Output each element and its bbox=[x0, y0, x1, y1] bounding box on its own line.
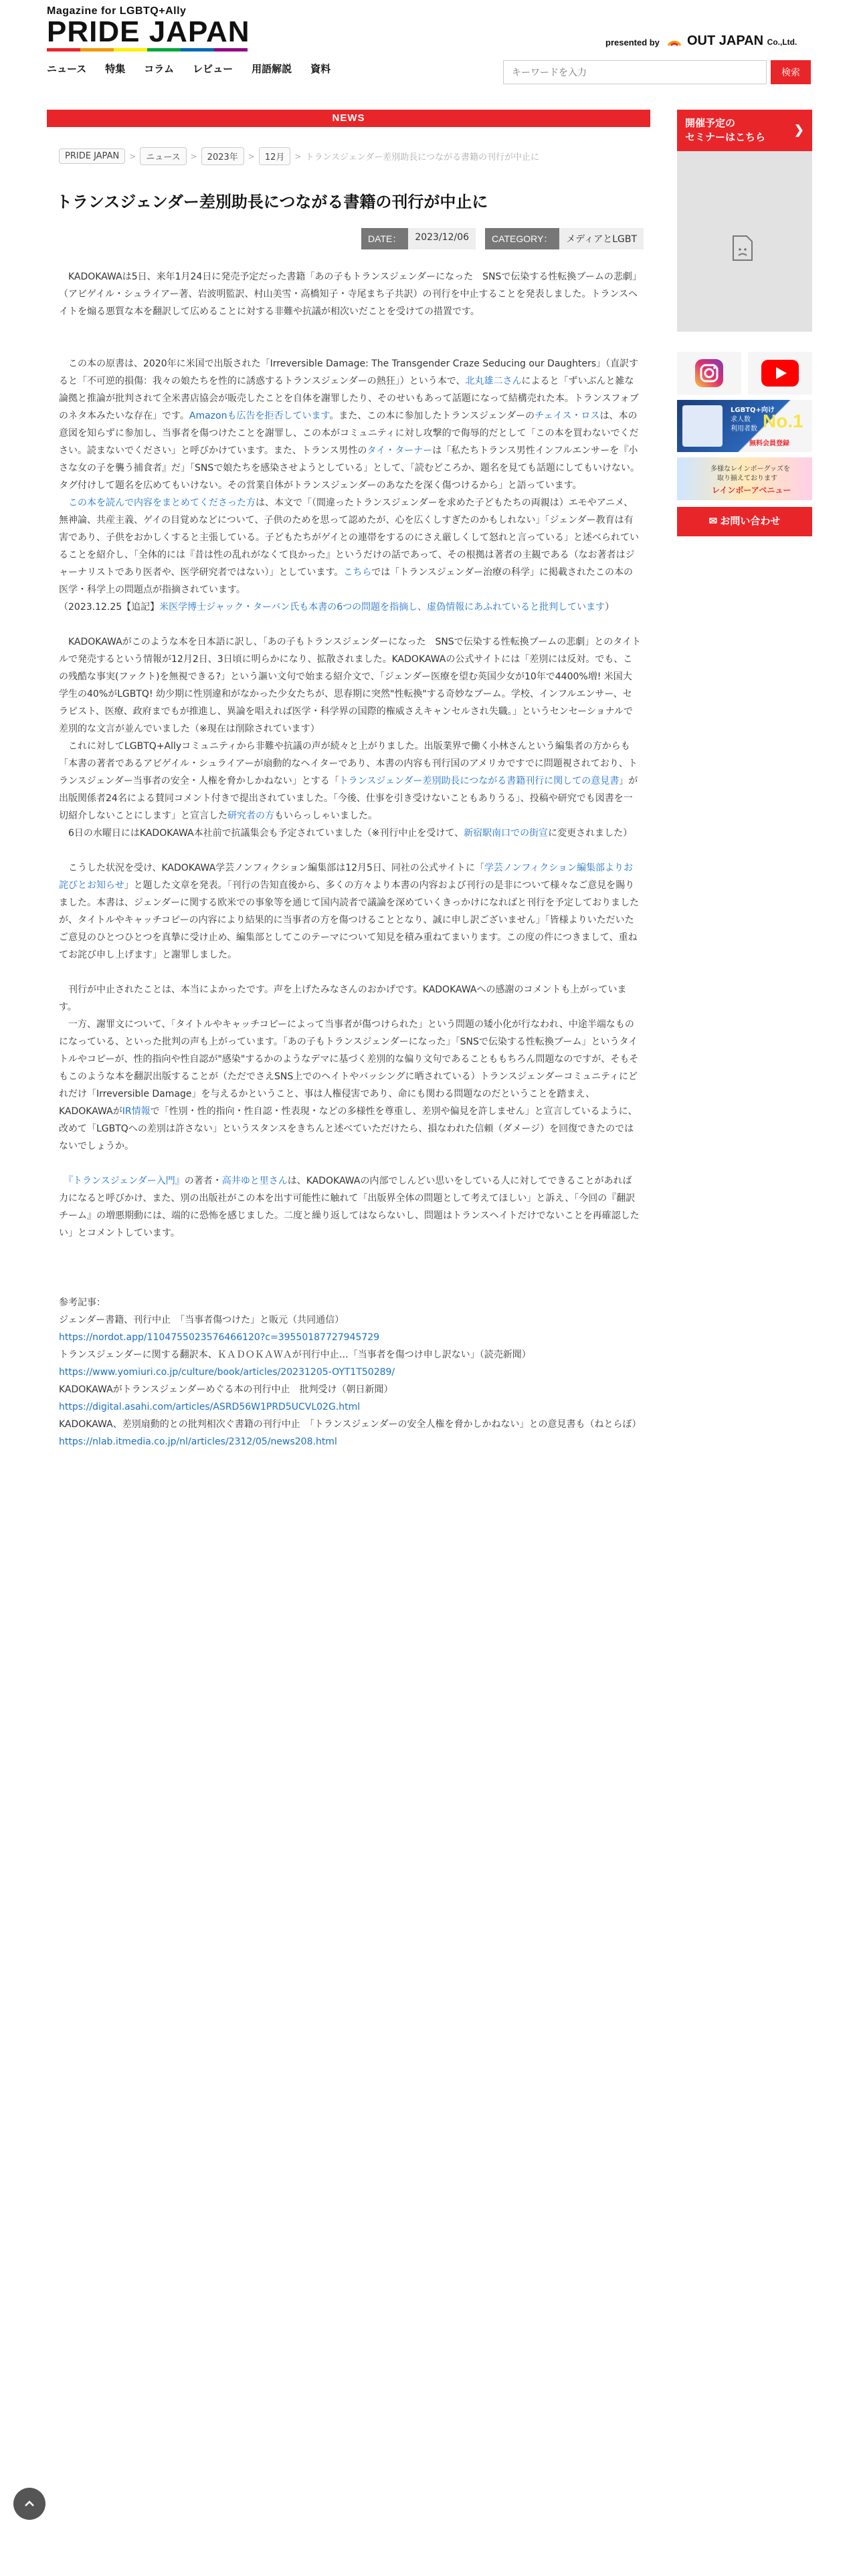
p6-text-b: 」が出版関係者24名による賛同コメント付きで提出されていました。「今後、仕事を引き受けないこともありうる」、投稿や研究でも図書を一切紹介しないことにします」と宣言した bbox=[59, 776, 638, 821]
nav-documents[interactable]: 資料 bbox=[310, 64, 331, 75]
partner-suffix: Co.,Ltd. bbox=[767, 37, 797, 47]
link-summary[interactable]: この本を読んで内容をまとめてくださった方 bbox=[68, 498, 256, 508]
p2-text-d: は、本の意図を知らずに参加し、当事者を傷つけたことを謝罪し、この本がコミュニティに対し攻撃的で侮辱的だとして「この本を買わないでください。読まないでください」と呼びかけています。また、トランス男性の bbox=[59, 411, 639, 456]
social-links bbox=[677, 352, 812, 395]
reference-link[interactable]: https://nlab.itmedia.co.jp/nl/articles/2312/05/news208.html bbox=[59, 1436, 337, 1447]
p4-suffix: ） bbox=[605, 602, 615, 613]
goods-banner-line-1: 多様なレインボーグッズを bbox=[710, 465, 790, 473]
rainbow-goods-banner[interactable] bbox=[677, 457, 812, 500]
site-logo[interactable] bbox=[47, 5, 250, 51]
paragraph-11 bbox=[59, 1172, 641, 1242]
chevron-right-icon: ❯ bbox=[793, 123, 804, 136]
nav-column[interactable]: コラム bbox=[144, 64, 175, 75]
p6-text-c: もいらっしゃいました。 bbox=[274, 811, 377, 821]
youtube-link[interactable] bbox=[748, 352, 812, 395]
p11-text-b: は、KADOKAWAの内部でしんどい思いをしている人に対してできることがあれば力になると呼びかけ、また、別の出版社がこの本を出す可能性に触れて「出版界全体の問題として考えてほしい」と訴え、「今回の『翻訳チーム』の増悪期動には、端的に恐怖を感じました。二度と繰り返してはならないし、問題はトランスヘイトだけでないことを再確認したい」とコメントしています。 bbox=[59, 1176, 640, 1239]
partner-name: OUT JAPAN bbox=[687, 33, 764, 48]
reference-title: KADOKAWA、差別扇動的との批判相次ぐ書籍の刊行中止 「トランスジェンダーの安全人権を脅かしかねない」との意見書も（ねとらぼ） bbox=[59, 1419, 642, 1430]
link-researcher[interactable]: 研究者の方 bbox=[227, 811, 274, 821]
breadcrumb-year[interactable]: 2023年 bbox=[201, 147, 244, 165]
breadcrumb-month[interactable]: 12月 bbox=[259, 147, 291, 165]
breadcrumb-separator-icon: > bbox=[129, 151, 136, 161]
link-chase-ross[interactable]: チェイス・ロス bbox=[535, 411, 600, 421]
sidebar bbox=[677, 110, 812, 536]
breadcrumb-news[interactable]: ニュース bbox=[140, 147, 186, 165]
youtube-icon bbox=[761, 360, 799, 387]
p2-text-c: 。また、この本に参加したトランスジェンダーの bbox=[329, 411, 535, 421]
paragraph-2 bbox=[59, 355, 641, 494]
date-value: 2023/12/06 bbox=[408, 228, 476, 249]
job-banner-sub: 利用者数 bbox=[731, 425, 757, 433]
job-banner-cta: 無料会員登録 bbox=[749, 440, 789, 447]
seminar-line-2: セミナーはこちら bbox=[685, 132, 766, 143]
broken-image-icon bbox=[731, 235, 755, 261]
search-input[interactable] bbox=[503, 60, 767, 84]
date-badge bbox=[361, 228, 476, 249]
p3-text-b: では「トランスジェンダー治療の科学」に掲載されたこの本の医学・科学上の問題点が指摘されています。 bbox=[59, 567, 633, 595]
mail-icon: ✉ bbox=[708, 516, 718, 527]
link-amazon-ad[interactable]: Amazonも広告を拒否しています bbox=[189, 411, 330, 421]
link-ir-info[interactable]: IR情報 bbox=[122, 1106, 151, 1117]
nav-glossary[interactable]: 用語解説 bbox=[252, 64, 292, 75]
p8-text-b: 」と題した文章を発表。「刊行の告知直後から、多くの方々より本書の内容および刊行の是非について様々なご意見を賜りました。本書は、ジェンダーに関する欧米での事象等を通じて国内読者で議論を深めていくきっかけになればと刊行を予定しておりましたが、タイトルやキャッチコピーの内容により結果的に当事者の方を傷つけることとなり、誠に申し訳ございません」「皆様よりいただいたご意見のひとつひとつを真摯に受け止め、編集部としてこのテーマについて知見を積み重ねてまいります。この度の件につきまして、重ねてお詫び申し上げます」と謝罪しました。 bbox=[59, 880, 640, 960]
paragraph-3 bbox=[59, 494, 641, 599]
main-nav bbox=[47, 62, 330, 76]
instagram-icon bbox=[694, 358, 725, 389]
reference-title: トランスジェンダーに関する翻訳本、ＫＡＤＯＫＡＷＡが刊行中止…「当事者を傷つけ申し訳ない」（読売新聞） bbox=[59, 1350, 531, 1360]
breadcrumb-separator-icon: > bbox=[248, 151, 255, 161]
p6-text-a: これに対してLGBTQ+Allyコミュニティから非難や抗議の声が続々と上がりました。出版業界で働く小林さんという編集者の方からも「本書の著者であるアビゲイル・シュライアーが扇動的なヘイターであり、本書の内容も刊行国のアメリカですでに問題視されており、トランスジェンダー当事者の安全・人権を脅かしかねない」とする「 bbox=[59, 741, 638, 786]
reference-title: KADOKAWAがトランスジェンダーめぐる本の刊行中止 批判受け（朝日新聞） bbox=[59, 1384, 393, 1395]
nav-features[interactable]: 特集 bbox=[105, 64, 126, 75]
page-title: トランスジェンダー差別助長につながる書籍の刊行が中止に bbox=[56, 193, 488, 211]
p3-text-a: は、本文で「（間違ったトランスジェンダーを求めた子どもたちの両親は）エモやアニメ、無神論、共産主義、ゲイの目覚めなどについて、子供のためを思って認めたが、心を広くしすぎたのかもしれない」「ジェンダー教育は有害であり、子供をおかしくすると主張している。子どもたちがゲイとの連帯をするのにさえ厳しくして怒れと言っている」と述べられていることを紹介し、「全体的には『昔は性の乱れがなくて良かった』というだけの話であって、その根拠は著者の主観である（なお著者はジャーナリストであり医者や、医学研究者ではない）」としています。 bbox=[59, 498, 640, 578]
p2-text-b: によると「ずいぶんと雑な論拠と推論が批判されて全米書店協会が販売したことを自体を謝罪したり、そのせいもあって話題になって結構売れた本。トランスフォブのネタ本みたいな存在」です。 bbox=[59, 376, 639, 421]
link-turban[interactable]: 米医学博士ジャック・ターバン氏も本書の6つの問題を指摘し、虚偽情報にあふれていると批判しています bbox=[159, 602, 605, 613]
breadcrumb-current: トランスジェンダー差別助長につながる書籍の刊行が中止に bbox=[305, 152, 540, 163]
date-label: DATE： bbox=[361, 228, 408, 249]
main-content bbox=[47, 110, 650, 1451]
reference-link[interactable]: https://www.yomiuri.co.jp/culture/book/articles/20231205-OYT1T50289/ bbox=[59, 1367, 395, 1378]
category-label: CATEGORY： bbox=[485, 228, 559, 249]
reference-link[interactable]: https://digital.asahi.com/articles/ASRD56W1PRD5UCVL02G.html bbox=[59, 1402, 361, 1412]
site-header bbox=[0, 0, 859, 94]
partner-logo[interactable] bbox=[666, 32, 797, 49]
paragraph-1-text: KADOKAWAは5日、来年1月24日に発売予定だった書籍「あの子もトランスジェンダーになった SNSで伝染する性転換ブームの悲劇」（アビゲイル・シュライアー著、岩波明監訳、村山美雪・高橋知子・寺尾まち子共訳）の刊行を中止することを発表しました。トランスヘイトを煽る悪質な本を翻訳して広めることに対する非難や抗議が相次いだことを受けての措置です。 bbox=[59, 272, 638, 317]
breadcrumb-separator-icon: > bbox=[294, 151, 302, 161]
job-banner-top: LGBTQ+向け bbox=[731, 407, 775, 414]
scroll-top-button[interactable] bbox=[13, 2488, 45, 2520]
job-banner-photo bbox=[682, 405, 723, 447]
reference-link[interactable]: https://nordot.app/1104755023576466120?c=39550187727945729 bbox=[59, 1332, 380, 1343]
job-banner-mid: 求人数 bbox=[731, 416, 751, 423]
paragraph-8 bbox=[59, 859, 641, 964]
p2-text-a: この本の原書は、2020年に米国で出版された「Irreversible Damage: The Transgender Craze Seducing our Daughters」（直訳すると「不可逆的損傷：我々の娘たちを性的に誘惑するトランスジェンダーの熱狂」）という本で、 bbox=[59, 358, 639, 387]
breadcrumb-separator-icon: > bbox=[190, 151, 197, 161]
job-banner[interactable] bbox=[677, 400, 812, 452]
p9-text: 刊行が中止されたことは、本当によかったです。声を上げたみなさんのおかげです。KADOKAWAへの感謝のコメントも上がっています。 bbox=[59, 984, 627, 1012]
link-kitamaru[interactable]: 北丸雄二さん bbox=[465, 376, 522, 387]
contact-label: お問い合わせ bbox=[720, 516, 781, 527]
p10-text-a: 一方、謝罪文について、「タイトルやキャッチコピーによって当事者が傷つけられた」という問題の矮小化が行なわれ、中途半端なものになっている、といった批判の声も上がっています。「あの子もトランスジェンダーになった」「SNSで伝染する性転換ブーム」というタイトルやコピーが、性的指向や性自認が"感染"するかのようなデマに基づく差別的な偏り文句であることももちろん問題なのですが、そもそもこのような本を翻訳出版することが（ただでさえSNS上でのヘイトやバッシングに晒されている）トランスジェンダーコミュニティにどれだけ「Irreversible Damage」を与えるかということ、事は人権侵害であり、命にも関わる問題なのだということを踏まえ、KADOKAWAが bbox=[59, 1019, 639, 1117]
p7-text-a: 6日の水曜日にはKADOKAWA本社前で抗議集会も予定されていました（※刊行中止を受けて、 bbox=[68, 828, 464, 839]
contact-button[interactable] bbox=[677, 507, 812, 536]
paragraph-6 bbox=[59, 738, 641, 825]
article-body bbox=[59, 268, 641, 1451]
p7-text-b: に変更されました） bbox=[548, 828, 633, 839]
logo-tagline: Magazine for LGBTQ+Ally bbox=[47, 5, 187, 17]
breadcrumb bbox=[59, 147, 650, 165]
link-ty-turner[interactable]: タイ・ターナー bbox=[367, 445, 433, 456]
p4-prefix: （2023.12.25【追記】 bbox=[59, 602, 160, 613]
p8-text-a: こうした状況を受け、KADOKAWA学芸ノンフィクション編集部は12月5日、同社の公式サイトに「 bbox=[68, 863, 484, 873]
nav-review[interactable]: レビュー bbox=[193, 64, 233, 75]
link-opinion-letter[interactable]: トランスジェンダー差別助長につながる書籍刊行に関しての意見書 bbox=[339, 776, 619, 786]
search-button[interactable]: 検索 bbox=[771, 60, 811, 84]
section-label: NEWS bbox=[47, 110, 650, 127]
chevron-up-icon bbox=[23, 2497, 36, 2510]
paragraph-4 bbox=[59, 599, 641, 616]
p5-text: KADOKAWAがこのような本を日本語に訳し、「あの子もトランスジェンダーになった SNSで伝染する性転換ブームの悲劇」とのタイトルで発売するという情報が12月2日、3日頃に明らかになり、拡散されました。KADOKAWAの公式サイトには「差別には反対。でも、この残酷な事実(ファクト)を無視できる?」という謳い文句で始まる紹介文で、「ジェンダー医療を望む英国少女が10年で4400%増! 米国大学生の40%がLGBTQ! 幼少期に性別違和がなかった少女たちが、思春期に突然"性転換"する奇妙なブーム。学校、インフルエンサー、セラピスト、医療、政府までもが推進し、異論を唱えれば医学・科学界の国際的権威さえキャンセルされ失職。」というセンセーショナルで差別的な文言が並んでいました（※現在は削除されています） bbox=[59, 637, 641, 734]
presented-by-label: presented by bbox=[605, 37, 660, 47]
p10-text-b: で「性別・性的指向・性自認・性表現・などの多様性を尊重し、差別や偏見を許しません」と宣言しているように、改めて「LGBTQへの差別は許さない」というスタンスをきちんと述べていただけたら、損なわれた信頼（ダメージ）を回復できたのではないでしょうか。 bbox=[59, 1106, 638, 1152]
category-value[interactable]: メディアとLGBT bbox=[559, 228, 644, 249]
goods-banner-brand: レインボーアベニュー bbox=[712, 486, 791, 495]
references-list bbox=[59, 1311, 641, 1451]
p2-text-e: は「私たちトランス男性インフルエンサーを『小さな女の子を襲う捕食者』だ」「SNSで娘たちを感染させようとしている」として、「読むどころか、題名を見ても話題にしてもいけない。タグ付けして題名を広めてもいけない。その営業自体がトランスジェンダーのあなたを深く傷つけるから」と語っています。 bbox=[59, 445, 640, 491]
link-apology[interactable]: 学芸ノンフィクション編集部よりお詫びとお知らせ bbox=[59, 863, 633, 891]
job-banner-no1: No.1 bbox=[763, 411, 803, 431]
p11-text-a: の著者・ bbox=[184, 1176, 222, 1186]
ad-banner-placeholder[interactable] bbox=[677, 151, 812, 332]
category-badge bbox=[485, 228, 644, 249]
reference-title: ジェンダー書籍、刊行中止 「当事者傷つけた」と販元（共同通信） bbox=[59, 1315, 345, 1325]
instagram-link[interactable] bbox=[677, 352, 741, 395]
paragraph-7 bbox=[59, 825, 641, 842]
logo-text: PRIDE JAPAN bbox=[47, 15, 250, 48]
article-meta bbox=[47, 228, 644, 249]
nav-news[interactable]: ニュース bbox=[47, 64, 87, 75]
link-shinjuku-rally[interactable]: 新宿駅南口での街宣 bbox=[464, 828, 549, 839]
link-here[interactable]: こちら bbox=[343, 567, 372, 578]
link-trans-intro-book[interactable]: 『トランスジェンダー入門』 bbox=[68, 1176, 185, 1186]
goods-banner-line-2: 取り揃えております bbox=[717, 475, 777, 482]
breadcrumb-home[interactable]: PRIDE JAPAN bbox=[59, 148, 125, 164]
paragraph-1 bbox=[59, 268, 641, 320]
references-heading: 参考記事： bbox=[59, 1297, 106, 1308]
seminar-button[interactable] bbox=[677, 110, 812, 151]
paragraph-9 bbox=[59, 981, 641, 1016]
link-takai[interactable]: 高井ゆと里さん bbox=[221, 1176, 288, 1186]
paragraph-5 bbox=[59, 633, 641, 738]
logo-rainbow-stripe bbox=[47, 48, 248, 51]
seminar-line-1: 開催予定の bbox=[685, 118, 736, 129]
partner-logo-icon bbox=[666, 32, 683, 49]
paragraph-10 bbox=[59, 1016, 641, 1155]
